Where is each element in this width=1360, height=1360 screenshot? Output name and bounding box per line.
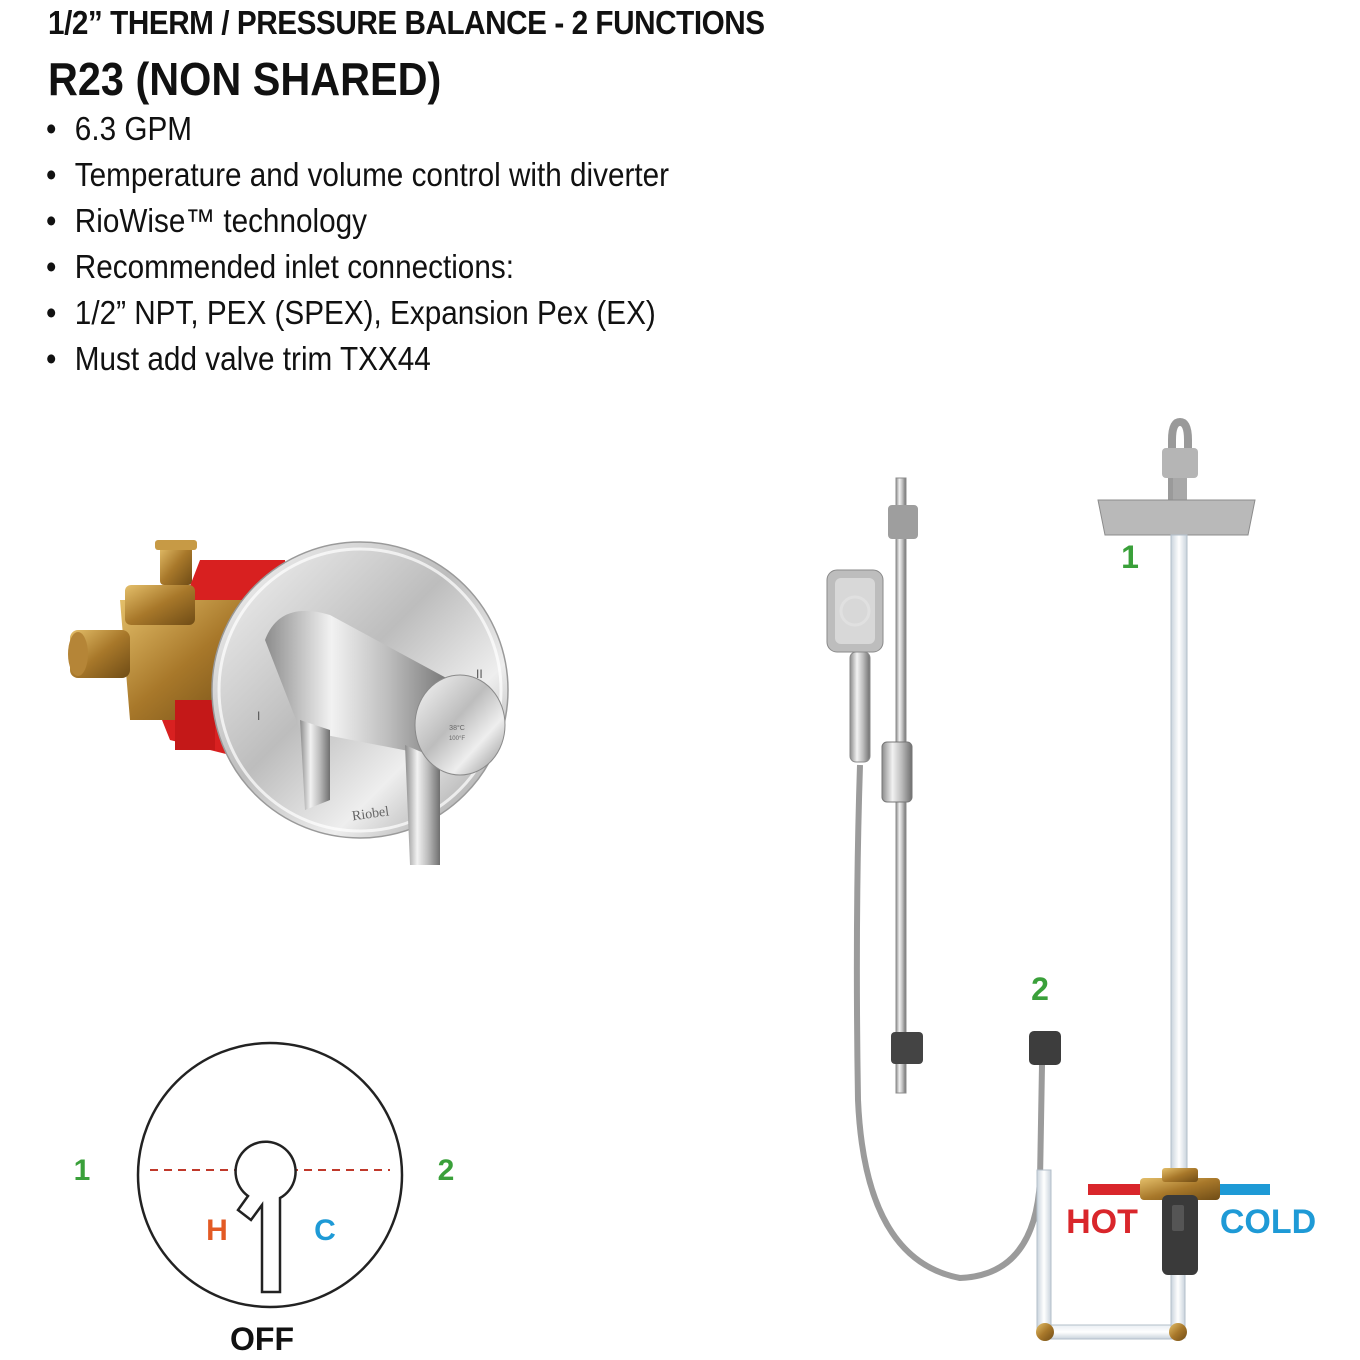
outlet-2-pipe [1037, 1170, 1051, 1335]
feature-text: RioWise™ technology [74, 202, 367, 239]
cold-inlet-label: COLD [1219, 1203, 1317, 1241]
knob-temp-label: 38°C [449, 725, 465, 732]
knob-temp-f-label: 100°F [448, 736, 466, 742]
bullet-icon: • [46, 110, 57, 147]
mark-1-label: I [257, 709, 261, 723]
feature-text: Temperature and volume control with diverter [74, 156, 670, 193]
shower-diagram [827, 422, 1316, 1341]
shower-hose [857, 765, 1042, 1278]
feature-text: Must add valve trim TXX44 [74, 340, 431, 377]
hot-label: H [206, 1214, 228, 1247]
wall-outlet [1029, 1031, 1061, 1065]
diverter-lever [300, 720, 330, 810]
position-1-label: 1 [73, 1154, 91, 1187]
hot-inlet-pipe [1088, 1184, 1148, 1195]
riser-pipe [1171, 535, 1187, 1170]
rain-shower-head [1098, 422, 1255, 535]
outlet-2-label: 2 [1031, 971, 1049, 1007]
hand-shower [827, 570, 883, 762]
bullet-icon: • [46, 340, 57, 377]
off-label: OFF [230, 1321, 294, 1357]
mark-2-label: II [476, 667, 483, 681]
brand-logo: Riobel [351, 804, 391, 825]
cold-label: C [314, 1214, 336, 1247]
lever-off-icon [236, 1142, 296, 1292]
feature-text: 1/2” NPT, PEX (SPEX), Expansion Pex (EX) [74, 294, 656, 331]
feature-text: Recommended inlet connections: [74, 248, 514, 285]
handle-diagram [74, 1043, 455, 1357]
slide-bar [882, 478, 923, 1093]
position-2-label: 2 [437, 1154, 455, 1187]
crossover-pipe [1040, 1325, 1180, 1339]
hot-inlet-label: HOT [1066, 1203, 1138, 1241]
feature-text: 6.3 GPM [74, 110, 192, 147]
bullet-icon: • [46, 156, 57, 193]
outlet-1-label: 1 [1121, 539, 1139, 575]
page-title: R23 (NON SHARED) [48, 53, 442, 105]
valve-photo [68, 540, 508, 865]
subtitle: 1/2” THERM / PRESSURE BALANCE - 2 FUNCTIONS [48, 4, 765, 41]
bullet-icon: • [46, 294, 57, 331]
bullet-icon: • [46, 248, 57, 285]
bullet-icon: • [46, 202, 57, 239]
